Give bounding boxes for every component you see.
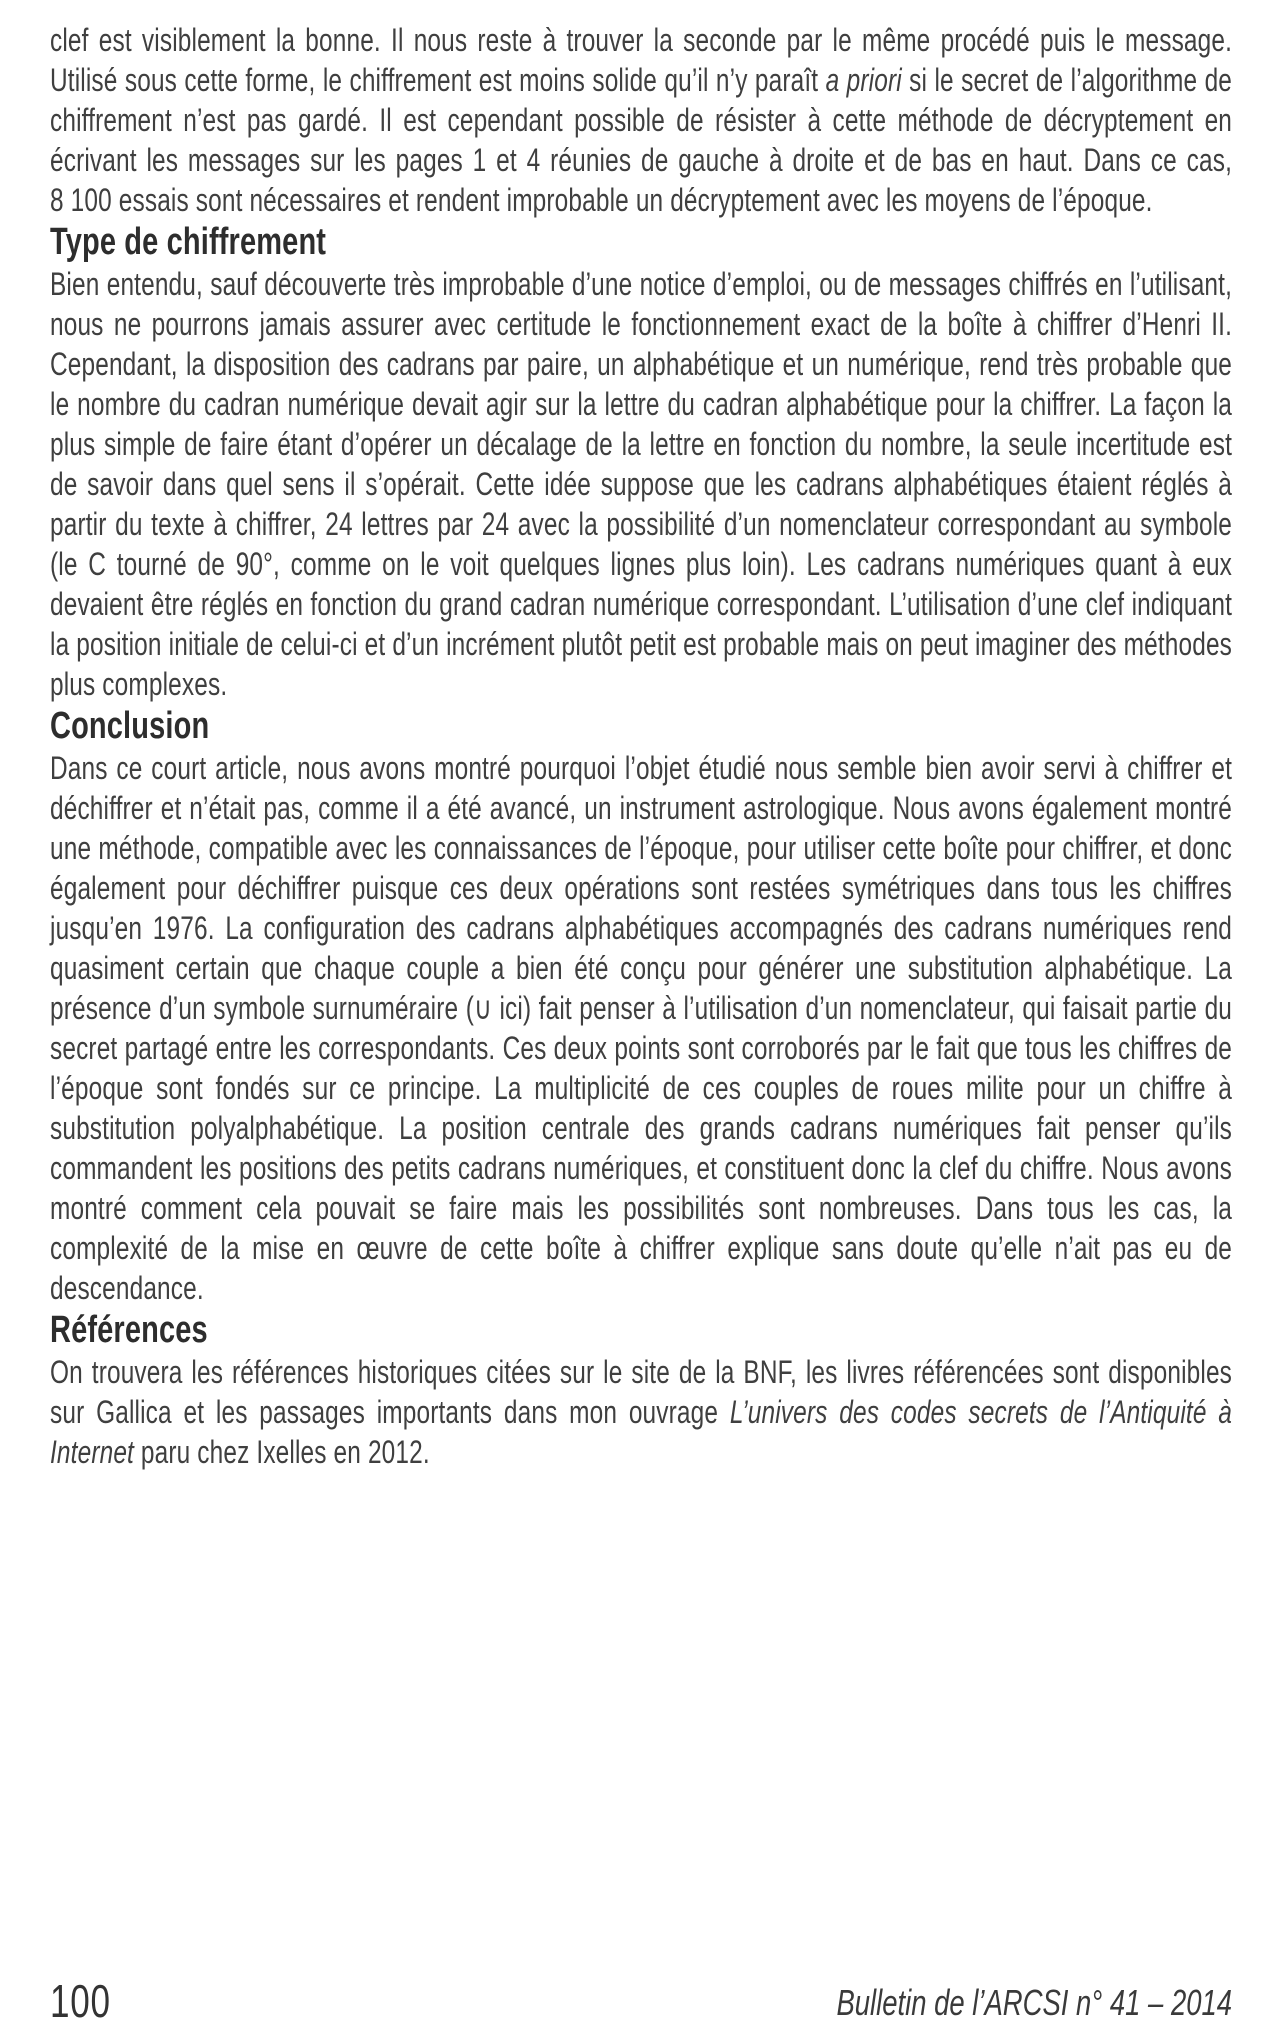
- text-run: si le secret de l’algorithme de chiffrement n’est pas gardé. Il est cependant possible de résister à cette méthode de décryptement en écrivant les messages sur les pages 1 et 4 réunies de gauche à droite et de bas en haut. Dans ce cas, 8 100 essais sont nécessaires et rendent improbable un décryptement avec les moyens de l’époque.: [50, 62, 1233, 218]
- text-run: Bien entendu, sauf découverte très improbable d’une notice d’emploi, ou de messages chiffrés en l’utilisant, nous ne pourrons jamais assurer avec certitude le fonctionnement exact de la boîte à chiffrer d’Henri II. Cependant, la disposition des cadrans par paire, un alphabétique et un numérique, rend très probable que le nombre du cadran numérique devait agir sur la lettre du cadran alphabétique pour la chiffrer. La façon la plus simple de faire étant d’opérer un décalage de la lettre en fonction du nombre, la seule incertitude est de savoir dans quel sens il s’opérait. Cette idée suppose que les cadrans alphabétiques étaient réglés à partir du texte à chiffrer, 24 lettres par 24 avec la possibilité d’un nomenclateur correspondant au symbole (le C tourné de 90°, comme on le voit quelques lignes plus loin). Les cadrans numériques quant à eux devaient être réglés en fonction du grand cadran numérique correspondant. L’utilisation d’une clef indiquant la position initiale de celui-ci et d’un incrément plutôt petit est probable mais on peut imaginer des méthodes plus complexes.: [50, 266, 1233, 702]
- section-paragraph-type-de-chiffrement: [50, 264, 1232, 704]
- text-run-italic: a priori: [825, 62, 902, 98]
- text-run: On trouvera les références historiques citées sur le site de la BNF, les livres référencées sont disponibles sur Gallica et les passages importants dans mon ouvrage: [50, 1354, 1233, 1430]
- section-paragraph-references: [50, 1352, 1232, 1472]
- journal-title: Bulletin de l’ARCSI n° 41 – 2014: [836, 1982, 1233, 2023]
- text-run-italic-book-title: L’univers des codes secrets de l’Antiquité à Internet: [50, 1394, 1233, 1470]
- section-heading-type-de-chiffrement: Type de chiffrement: [50, 221, 327, 263]
- section-heading-conclusion: Conclusion: [50, 705, 210, 747]
- page-number: 100: [50, 1975, 111, 2027]
- intro-paragraph: [50, 20, 1232, 220]
- page-footer: [50, 1975, 1233, 2027]
- section-heading-references: Références: [50, 1309, 208, 1351]
- text-run: clef est visiblement la bonne. Il nous reste à trouver la seconde par le même procédé puis le message. Utilisé sous cette forme, le chiffrement est moins solide qu’il n’y paraît: [50, 22, 1233, 98]
- text-run: Dans ce court article, nous avons montré pourquoi l’objet étudié nous semble bien avoir servi à chiffrer et déchiffrer et n’était pas, comme il a été avancé, un instrument astrologique. Nous avons également montré une méthode, compatible avec les connaissances de l’époque, pour utiliser cette boîte pour chiffrer, et donc également pour déchiffrer puisque ces deux opérations sont restées symétriques dans tous les chiffres jusqu’en 1976. La configuration des cadrans alphabétiques accompagnés des cadrans numériques rend quasiment certain que chaque couple a bien été conçu pour générer une substitution alphabétique. La présence d’un symbole surnuméraire (∪ ici) fait penser à l’utilisation d’un nomenclateur, qui faisait partie du secret partagé entre les correspondants. Ces deux points sont corroborés par le fait que tous les chiffres de l’époque sont fondés sur ce principe. La multiplicité de ces couples de roues milite pour un chiffre à substitution polyalphabétique. La position centrale des grands cadrans numériques fait penser qu’ils commandent les positions des petits cadrans numériques, et constituent donc la clef du chiffre. Nous avons montré comment cela pouvait se faire mais les possibilités sont nombreuses. Dans tous les cas, la complexité de la mise en œuvre de cette boîte à chiffrer explique sans doute qu’elle n’ait pas eu de descendance.: [50, 750, 1233, 1306]
- text-run: paru chez Ixelles en 2012.: [133, 1434, 430, 1470]
- section-paragraph-conclusion: [50, 748, 1232, 1308]
- page-content: [50, 20, 1232, 2026]
